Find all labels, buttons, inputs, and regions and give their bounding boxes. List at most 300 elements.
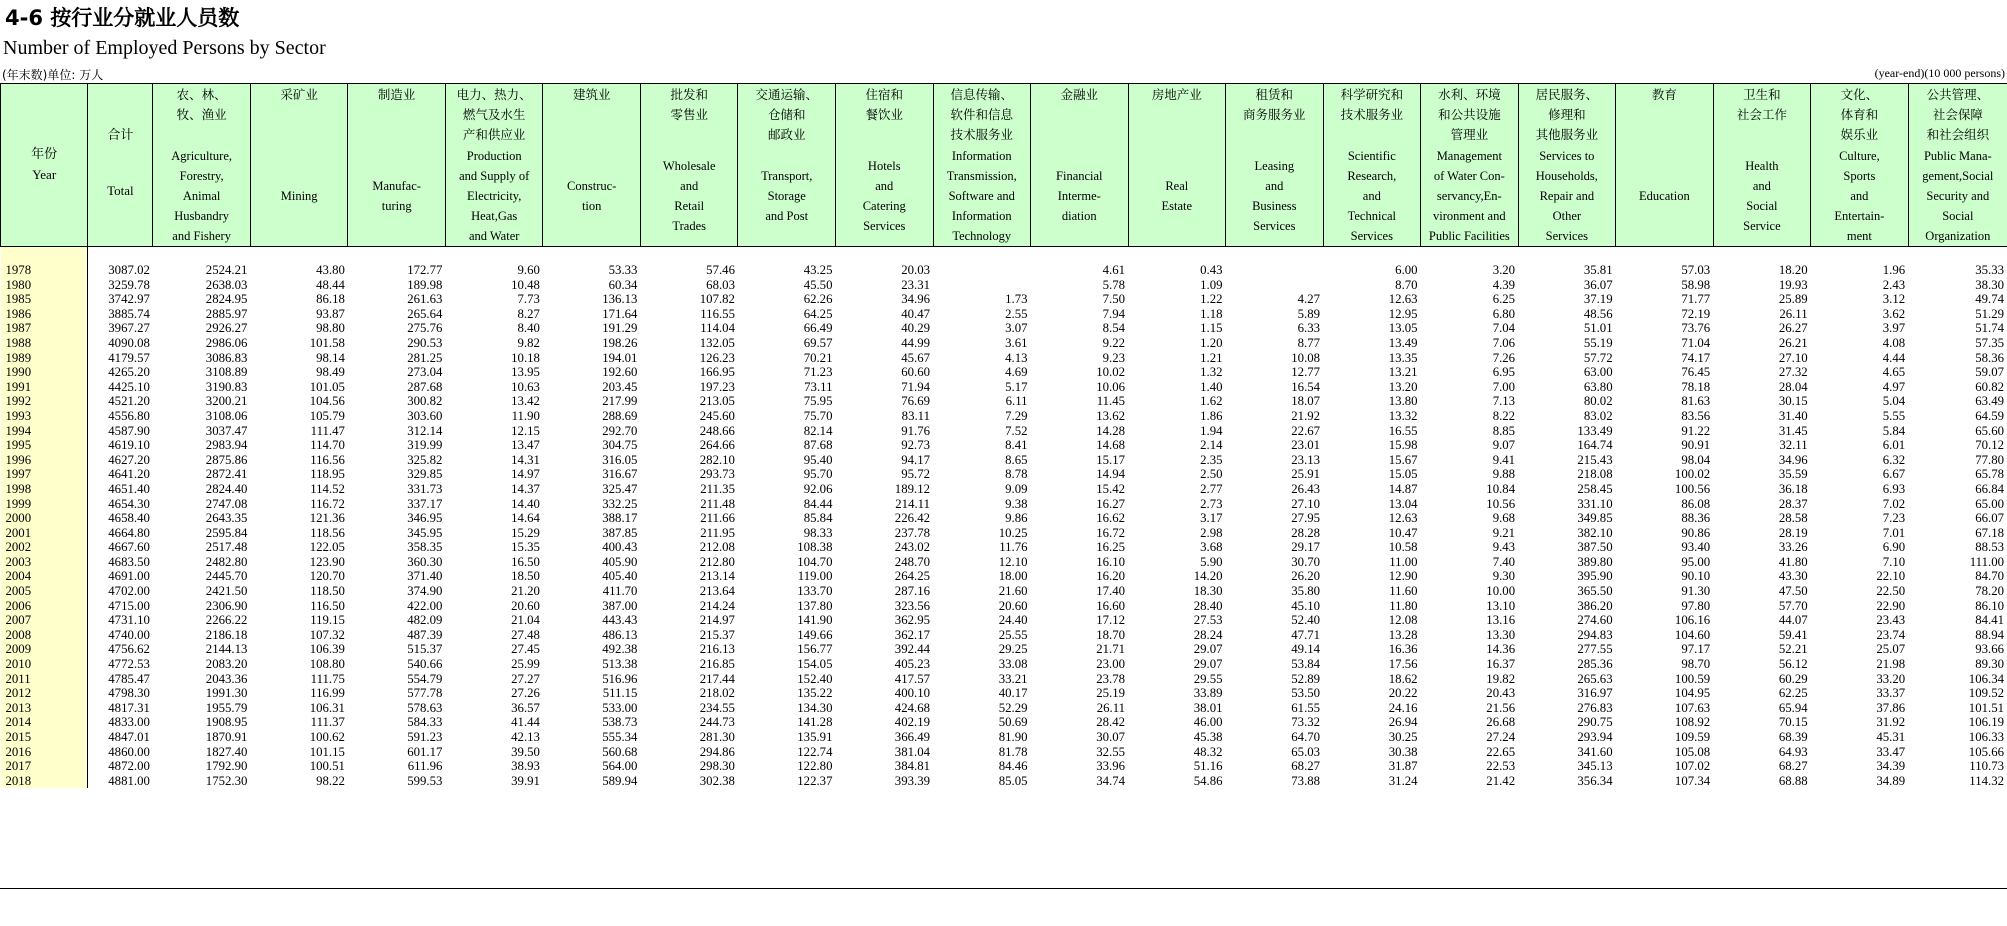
total-header — [88, 84, 153, 247]
value-cell: 33.47 — [1876, 744, 1906, 759]
table-row — [1, 730, 2007, 745]
year-cell: 2014 — [1, 715, 88, 730]
value-cell: 392.44 — [894, 642, 930, 657]
value-cell: 3087.02 — [108, 263, 150, 277]
year-cell: 1991 — [1, 380, 88, 395]
value-cell: 8.54 — [1102, 321, 1126, 336]
value-cell: 93.66 — [1975, 642, 2004, 657]
value-cell: 41.80 — [1778, 554, 1808, 569]
value-cell: 116.99 — [310, 686, 345, 701]
value-cell: 172.77 — [407, 263, 443, 277]
value-cell: 106.31 — [309, 700, 345, 715]
value-cell: 90.91 — [1681, 438, 1711, 453]
value-cell: 13.05 — [1388, 321, 1418, 336]
value-cell: 362.17 — [894, 627, 930, 642]
value-cell: 3.17 — [1200, 511, 1223, 526]
table-row — [1, 774, 2007, 789]
value-cell: 106.33 — [1968, 730, 2004, 744]
value-cell: 264.66 — [699, 438, 735, 453]
value-cell: 28.42 — [1096, 715, 1126, 730]
value-cell: 25.55 — [998, 627, 1028, 642]
value-cell: 27.26 — [511, 686, 540, 701]
value-cell: 10.63 — [511, 379, 540, 394]
value-cell: 287.16 — [894, 584, 930, 599]
header-row — [1, 84, 2007, 247]
value-cell: 34.39 — [1876, 759, 1906, 774]
value-cell: 9.30 — [1492, 569, 1516, 584]
value-cell: 95.40 — [803, 452, 833, 467]
value-cell: 65.03 — [1291, 744, 1321, 759]
unit-note-cn: (年末数)单位: 万人 — [2, 68, 104, 82]
value-cell: 114.70 — [310, 438, 345, 453]
year-cell: 2010 — [1, 657, 88, 672]
value-cell: 14.64 — [511, 511, 540, 526]
value-cell: 119.15 — [310, 613, 345, 628]
value-cell: 22.67 — [1291, 423, 1321, 438]
value-cell: 3.62 — [1882, 306, 1906, 321]
sector-header — [1713, 84, 1811, 247]
value-cell: 360.30 — [407, 554, 443, 569]
value-cell: 18.50 — [511, 569, 540, 584]
value-cell: 92.73 — [901, 438, 930, 453]
value-cell: 171.64 — [602, 306, 638, 321]
value-cell: 11.90 — [511, 408, 540, 423]
value-cell: 76.69 — [901, 394, 930, 409]
value-cell: 290.75 — [1577, 715, 1613, 730]
value-cell: 8.85 — [1492, 423, 1516, 438]
value-cell: 218.02 — [699, 686, 735, 701]
value-cell: 300.82 — [407, 394, 443, 409]
value-cell: 7.02 — [1882, 496, 1906, 511]
table-row — [1, 351, 2007, 366]
value-cell: 3.97 — [1882, 321, 1906, 336]
value-cell: 9.21 — [1492, 525, 1516, 540]
year-cell: 1987 — [1, 321, 88, 336]
value-cell: 4265.20 — [108, 365, 150, 380]
sector-header — [1908, 84, 2007, 247]
value-cell: 5.55 — [1882, 408, 1906, 423]
value-cell: 3108.06 — [205, 408, 248, 423]
sector-header-cn: 住宿和 餐饮业 — [865, 87, 903, 122]
value-cell: 290.53 — [407, 335, 443, 350]
value-cell: 40.47 — [901, 306, 930, 321]
value-cell: 65.78 — [1975, 467, 2004, 482]
value-cell: 589.94 — [602, 773, 638, 788]
value-cell: 9.22 — [1102, 335, 1126, 350]
value-cell: 2638.03 — [205, 277, 248, 292]
value-cell: 6.67 — [1882, 467, 1906, 482]
value-cell: 106.34 — [1968, 671, 2004, 686]
value-cell: 13.95 — [511, 365, 540, 380]
value-cell: 486.13 — [602, 627, 638, 642]
employment-table — [0, 83, 2007, 788]
value-cell: 487.39 — [407, 627, 443, 642]
value-cell: 17.40 — [1096, 584, 1126, 599]
value-cell: 2482.80 — [205, 554, 248, 569]
value-cell: 10.48 — [511, 277, 540, 292]
sector-header-cn: 制造业 — [377, 87, 416, 102]
value-cell: 18.30 — [1193, 584, 1223, 599]
value-cell: 211.48 — [700, 496, 735, 511]
value-cell: 106.39 — [309, 642, 345, 657]
value-cell: 213.64 — [699, 584, 735, 599]
value-cell: 2872.41 — [205, 467, 248, 482]
value-cell: 7.29 — [1005, 408, 1028, 423]
value-cell: 45.67 — [901, 350, 930, 365]
value-cell: 277.55 — [1577, 642, 1613, 657]
value-cell: 6.95 — [1492, 365, 1516, 380]
value-cell: 533.00 — [602, 700, 638, 715]
sector-header — [738, 84, 836, 247]
value-cell: 59.07 — [1975, 365, 2004, 380]
value-cell: 400.43 — [602, 540, 638, 555]
value-cell: 84.41 — [1975, 613, 2004, 628]
value-cell: 26.43 — [1291, 481, 1321, 496]
year-cell: 2017 — [1, 759, 88, 774]
value-cell: 25.89 — [1778, 292, 1808, 307]
sector-header-en: Hotels and Catering Services — [862, 158, 906, 233]
value-cell: 56.12 — [1778, 657, 1808, 672]
value-cell: 18.70 — [1096, 627, 1126, 642]
table-bottom-rule — [0, 888, 2007, 889]
table-row — [1, 686, 2007, 701]
value-cell: 4691.00 — [108, 569, 150, 584]
value-cell: 81.78 — [998, 744, 1028, 759]
value-cell: 49.74 — [1975, 292, 2004, 307]
value-cell: 109.52 — [1968, 686, 2004, 701]
value-cell: 515.37 — [407, 642, 443, 657]
year-cell: 2016 — [1, 745, 88, 760]
value-cell: 329.85 — [407, 467, 443, 482]
value-cell: 356.34 — [1577, 773, 1613, 788]
value-cell: 41.44 — [511, 715, 540, 730]
value-cell: 1.94 — [1200, 423, 1223, 438]
value-cell: 22.50 — [1876, 584, 1906, 599]
sector-header — [348, 84, 446, 247]
table-row — [1, 394, 2007, 409]
value-cell: 9.60 — [517, 263, 540, 277]
table-row — [1, 672, 2007, 687]
value-cell: 4.69 — [1005, 365, 1028, 380]
sector-header-en: Culture, Sports and Entertain- ment — [1834, 148, 1885, 243]
value-cell: 215.37 — [699, 627, 735, 642]
value-cell: 2.35 — [1200, 452, 1223, 467]
value-cell: 33.21 — [998, 671, 1028, 686]
value-cell: 93.40 — [1681, 540, 1711, 555]
value-cell: 15.42 — [1096, 481, 1126, 496]
value-cell: 45.38 — [1193, 730, 1223, 744]
value-cell: 116.56 — [310, 452, 345, 467]
value-cell: 1.32 — [1200, 365, 1223, 380]
value-cell: 26.94 — [1388, 715, 1418, 730]
value-cell: 4683.50 — [108, 554, 150, 569]
value-cell: 95.70 — [803, 467, 833, 482]
value-cell: 22.10 — [1876, 569, 1906, 584]
value-cell: 38.30 — [1975, 277, 2004, 292]
year-cell: 2012 — [1, 686, 88, 701]
value-cell: 78.20 — [1975, 584, 2004, 599]
value-cell: 11.45 — [1096, 394, 1126, 409]
value-cell: 211.66 — [700, 511, 735, 526]
value-cell: 26.21 — [1778, 335, 1808, 350]
value-cell: 30.70 — [1291, 554, 1321, 569]
value-cell: 133.70 — [797, 584, 833, 599]
value-cell: 54.86 — [1193, 773, 1223, 788]
value-cell: 281.30 — [699, 730, 735, 744]
value-cell: 95.72 — [901, 467, 930, 482]
value-cell: 4179.57 — [108, 350, 150, 365]
total-header-en: Total — [107, 183, 134, 198]
year-cell: 2001 — [1, 526, 88, 541]
value-cell: 122.74 — [797, 744, 833, 759]
value-cell: 22.65 — [1486, 744, 1516, 759]
value-cell: 5.17 — [1005, 379, 1028, 394]
value-cell: 64.59 — [1975, 408, 2004, 423]
value-cell: 47.50 — [1778, 584, 1808, 599]
value-cell: 12.95 — [1388, 306, 1418, 321]
value-cell: 30.25 — [1388, 730, 1418, 744]
value-cell: 67.18 — [1975, 525, 2004, 540]
value-cell: 89.30 — [1975, 657, 2004, 672]
value-cell: 405.40 — [602, 569, 638, 584]
value-cell: 417.57 — [894, 671, 930, 686]
value-cell: 358.35 — [407, 540, 443, 555]
value-cell: 7.50 — [1102, 292, 1126, 307]
value-cell: 12.15 — [511, 423, 540, 438]
value-cell: 28.40 — [1193, 598, 1223, 613]
value-cell: 4641.20 — [108, 467, 150, 482]
value-cell: 7.04 — [1492, 321, 1516, 336]
value-cell: 107.02 — [1674, 759, 1711, 774]
value-cell: 273.04 — [407, 365, 443, 380]
value-cell: 13.04 — [1388, 496, 1418, 511]
value-cell: 18.00 — [998, 569, 1028, 584]
value-cell: 319.99 — [407, 438, 443, 453]
value-cell: 45.50 — [803, 277, 833, 292]
value-cell: 33.08 — [998, 657, 1028, 672]
value-cell: 61.55 — [1291, 700, 1321, 715]
value-cell: 265.64 — [407, 306, 443, 321]
value-cell: 35.81 — [1583, 263, 1613, 277]
value-cell: 16.20 — [1096, 569, 1126, 584]
value-cell: 135.22 — [797, 686, 833, 701]
value-cell: 34.74 — [1096, 773, 1126, 788]
value-cell: 106.16 — [1674, 613, 1711, 628]
value-cell: 101.51 — [1968, 700, 2004, 715]
value-cell: 21.20 — [511, 584, 540, 599]
value-cell: 104.60 — [1674, 627, 1711, 642]
value-cell: 37.19 — [1583, 292, 1613, 307]
value-cell: 52.29 — [998, 700, 1028, 715]
table-row — [1, 263, 2007, 278]
value-cell: 48.44 — [316, 277, 345, 292]
sector-header-cn: 科学研究和 技术服务业 — [1340, 87, 1404, 122]
value-cell: 405.90 — [602, 554, 638, 569]
value-cell: 1.09 — [1200, 277, 1223, 292]
table-row — [1, 715, 2007, 730]
table-body — [1, 247, 2007, 789]
value-cell: 14.36 — [1486, 642, 1516, 657]
value-cell: 3086.83 — [205, 350, 248, 365]
value-cell: 64.93 — [1778, 744, 1808, 759]
year-cell: 2018 — [1, 774, 88, 789]
value-cell: 122.80 — [797, 759, 833, 774]
value-cell: 28.24 — [1193, 627, 1223, 642]
value-cell: 211.35 — [700, 481, 735, 496]
value-cell: 14.37 — [511, 481, 540, 496]
value-cell: 97.80 — [1681, 598, 1711, 613]
table-row — [1, 380, 2007, 395]
value-cell: 118.50 — [310, 584, 345, 599]
value-cell: 13.21 — [1388, 365, 1418, 380]
value-cell: 25.99 — [511, 657, 540, 672]
value-cell: 12.63 — [1388, 292, 1418, 307]
sector-header-en: Mining — [280, 188, 318, 203]
value-cell: 36.18 — [1778, 481, 1808, 496]
value-cell: 121.36 — [309, 511, 345, 526]
value-cell: 4658.40 — [108, 511, 150, 526]
sector-header — [445, 84, 543, 247]
table-row — [1, 336, 2007, 351]
year-cell: 2000 — [1, 511, 88, 526]
value-cell: 245.60 — [699, 408, 735, 423]
value-cell: 137.80 — [797, 598, 833, 613]
value-cell: 29.55 — [1193, 671, 1223, 686]
value-cell: 601.17 — [407, 744, 443, 759]
value-cell: 4860.00 — [108, 744, 150, 759]
value-cell: 577.78 — [407, 686, 443, 701]
value-cell: 4702.00 — [108, 584, 150, 599]
value-cell: 4667.60 — [108, 540, 150, 555]
value-cell: 1.21 — [1200, 350, 1223, 365]
value-cell: 3.12 — [1882, 292, 1906, 307]
table-row — [1, 526, 2007, 541]
value-cell: 3259.78 — [108, 277, 150, 292]
value-cell: 73.32 — [1291, 715, 1321, 730]
value-cell: 87.68 — [803, 438, 833, 453]
year-cell: 2003 — [1, 555, 88, 570]
value-cell: 374.90 — [407, 584, 443, 599]
value-cell: 18.62 — [1388, 671, 1418, 686]
value-cell: 4619.10 — [108, 438, 150, 453]
value-cell: 98.04 — [1681, 452, 1711, 467]
value-cell: 386.20 — [1577, 598, 1613, 613]
value-cell: 12.63 — [1388, 511, 1418, 526]
value-cell: 332.25 — [602, 496, 638, 511]
value-cell: 154.05 — [797, 657, 833, 672]
value-cell: 31.92 — [1876, 715, 1906, 730]
year-cell: 1978 — [1, 263, 88, 278]
value-cell: 27.27 — [511, 671, 540, 686]
value-cell: 105.08 — [1674, 744, 1711, 759]
value-cell: 106.19 — [1968, 715, 2004, 730]
value-cell: 10.58 — [1388, 540, 1418, 555]
value-cell: 105.79 — [309, 408, 345, 423]
value-cell: 90.10 — [1681, 569, 1711, 584]
value-cell: 13.62 — [1096, 408, 1126, 423]
value-cell: 72.19 — [1681, 306, 1711, 321]
value-cell: 107.63 — [1674, 700, 1711, 715]
value-cell: 66.49 — [803, 321, 833, 336]
value-cell: 64.70 — [1291, 730, 1321, 744]
value-cell: 26.11 — [1779, 306, 1808, 321]
value-cell: 55.19 — [1583, 335, 1613, 350]
value-cell: 93.87 — [316, 306, 345, 321]
value-cell: 13.35 — [1388, 350, 1418, 365]
value-cell: 214.11 — [895, 496, 930, 511]
value-cell: 8.40 — [517, 321, 540, 336]
value-cell: 38.01 — [1193, 700, 1223, 715]
table-row — [1, 424, 2007, 439]
table-row — [1, 409, 2007, 424]
value-cell: 48.56 — [1583, 306, 1613, 321]
value-cell: 4872.00 — [108, 759, 150, 774]
value-cell: 17.56 — [1388, 657, 1418, 672]
value-cell: 52.89 — [1291, 671, 1321, 686]
value-cell: 400.10 — [894, 686, 930, 701]
value-cell: 4756.62 — [108, 642, 150, 657]
value-cell: 164.74 — [1577, 438, 1613, 453]
value-cell: 28.37 — [1778, 496, 1808, 511]
value-cell: 3190.83 — [205, 379, 248, 394]
value-cell: 4847.01 — [108, 730, 150, 744]
value-cell: 60.82 — [1975, 379, 2004, 394]
value-cell: 7.01 — [1882, 525, 1906, 540]
value-cell: 281.25 — [407, 350, 443, 365]
value-cell: 2524.21 — [205, 263, 248, 277]
value-cell: 71.77 — [1681, 292, 1711, 307]
value-cell: 2885.97 — [205, 306, 248, 321]
value-cell: 21.60 — [998, 584, 1028, 599]
year-cell: 2005 — [1, 584, 88, 599]
value-cell: 16.54 — [1291, 379, 1321, 394]
value-cell: 218.08 — [1577, 467, 1613, 482]
value-cell: 94.17 — [901, 452, 930, 467]
value-cell: 26.27 — [1778, 321, 1808, 336]
year-cell: 1999 — [1, 497, 88, 512]
value-cell: 14.68 — [1096, 438, 1126, 453]
value-cell: 316.05 — [602, 452, 638, 467]
value-cell: 83.56 — [1681, 408, 1711, 423]
value-cell: 213.14 — [699, 569, 735, 584]
value-cell: 387.00 — [602, 598, 638, 613]
value-cell: 3108.89 — [205, 365, 248, 380]
value-cell: 212.08 — [699, 540, 735, 555]
value-cell: 216.13 — [699, 642, 735, 657]
year-cell: 2009 — [1, 642, 88, 657]
value-cell: 82.14 — [803, 423, 833, 438]
sector-header — [153, 84, 251, 247]
sector-header-cn: 建筑业 — [572, 87, 611, 102]
value-cell: 258.45 — [1577, 481, 1613, 496]
value-cell: 4654.30 — [108, 496, 150, 511]
value-cell: 9.86 — [1005, 511, 1028, 526]
value-cell: 27.10 — [1778, 350, 1808, 365]
value-cell: 30.07 — [1096, 730, 1126, 744]
value-cell: 192.60 — [602, 365, 638, 380]
year-cell: 2006 — [1, 599, 88, 614]
value-cell: 393.39 — [894, 773, 930, 788]
value-cell: 27.95 — [1291, 511, 1321, 526]
value-cell: 387.85 — [602, 525, 638, 540]
value-cell: 133.49 — [1577, 423, 1613, 438]
value-cell: 141.28 — [797, 715, 833, 730]
value-cell: 7.13 — [1492, 394, 1516, 409]
value-cell: 26.11 — [1096, 700, 1126, 715]
value-cell: 325.47 — [602, 481, 638, 496]
value-cell: 2986.06 — [205, 335, 248, 350]
value-cell: 57.46 — [706, 263, 735, 277]
